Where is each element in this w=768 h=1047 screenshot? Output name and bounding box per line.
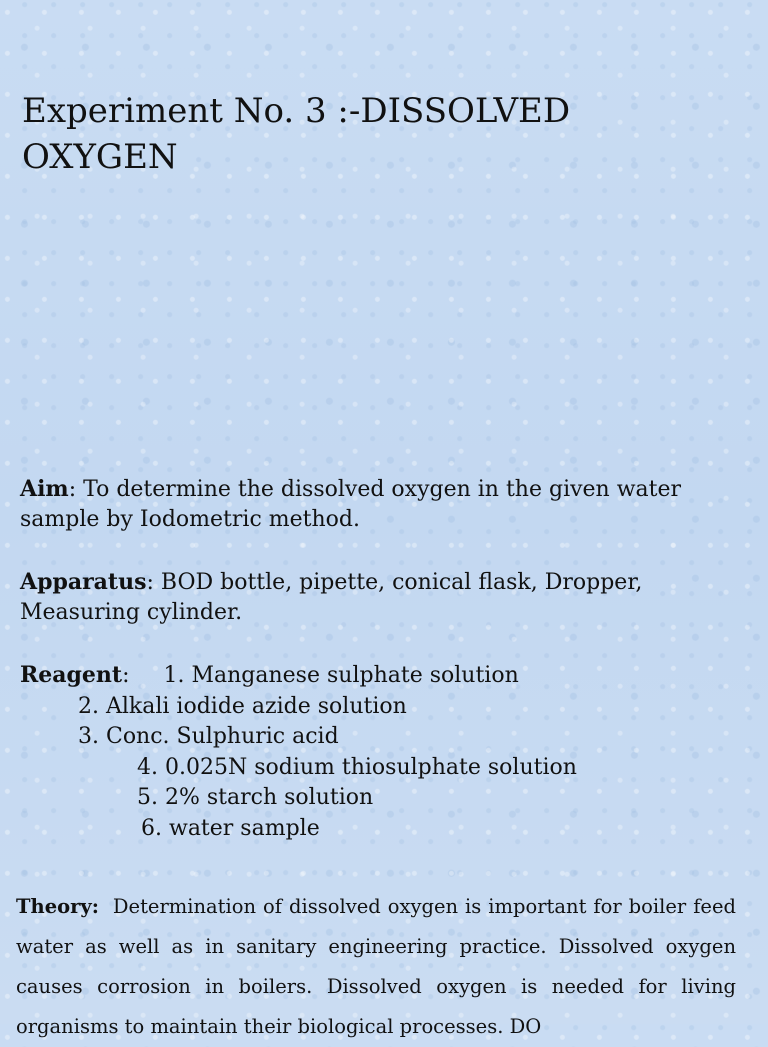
document-body xyxy=(20,474,740,876)
aim-paragraph xyxy=(20,474,740,535)
reagent-item: 5. 2% starch solution xyxy=(137,785,374,810)
reagent-line-4 xyxy=(20,753,740,784)
apparatus-paragraph xyxy=(20,567,740,628)
reagent-item: 4. 0.025N sodium thiosulphate solution xyxy=(137,754,577,780)
apparatus-text: : BOD bottle, pipette, conical flask, Dropper, Measuring cylinder. xyxy=(20,570,643,625)
reagent-line-3 xyxy=(20,722,740,753)
theory-label: Theory: xyxy=(16,895,99,918)
reagent-item: 1. Manganese sulphate solution xyxy=(163,663,519,688)
reagent-line-5 xyxy=(20,783,740,814)
aim-label: Aim xyxy=(20,476,69,502)
reagent-section xyxy=(20,660,740,844)
reagent-item: 2. Alkali iodide azide solution xyxy=(78,693,407,719)
reagent-item: 3. Conc. Sulphuric acid xyxy=(78,724,339,749)
reagent-sep: : xyxy=(122,663,130,688)
theory-paragraph xyxy=(16,887,736,1047)
reagent-line-1 xyxy=(20,660,740,692)
reagent-item: 6. water sample xyxy=(141,815,320,841)
theory-text: Determination of dissolved oxygen is important for boiler feed water as well as in sanitary engineering practice. Dissolved oxygen causes corrosion in boilers. Dissolved oxygen is needed for living organisms to maintain their biological processes. DO xyxy=(16,895,736,1038)
page-title: Experiment No. 3 :-DISSOLVED OXYGEN xyxy=(22,91,571,177)
aim-text: : To determine the dissolved oxygen in the given water sample by Iodometric method. xyxy=(20,477,682,532)
reagent-line-6 xyxy=(20,814,740,845)
reagent-label: Reagent xyxy=(20,662,123,688)
apparatus-label: Apparatus xyxy=(20,569,147,595)
reagent-line-2 xyxy=(20,692,740,723)
